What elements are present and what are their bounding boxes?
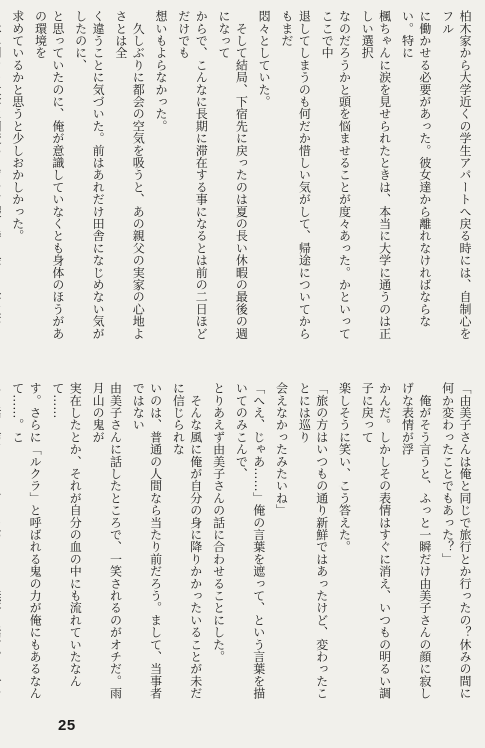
text-line: 想いもよらなかった。	[154, 10, 169, 132]
text-line: そして結局、下宿先に戻ったのは夏の長い休暇の最後の週になって	[216, 10, 249, 340]
text-line: いのは、普通の人間なら当たり前だろう。まして、当事者ではない	[131, 382, 163, 700]
text-line: 退してしまうのも何だか惜しい気がして、帰途についてからもまだ	[279, 10, 312, 340]
text-line: 柏木家から大学近くの学生アパートへ戻る時には、自制心をフル	[440, 10, 472, 340]
page-number: 25	[58, 717, 76, 734]
text-line: とりあえず由美子さんの話に合わせることにした。	[211, 382, 226, 663]
text-line: 久しぶりに都会の空気を吸うと、あの親父の実家の心地よさとは全	[113, 10, 146, 340]
text-line: 求めているかと思うと少しおかしかった。	[10, 10, 25, 242]
text-line: に働かせる必要があった。彼女達から離れなければならない。特に	[400, 10, 432, 328]
text-line: 楓ちゃんに涙を見せられたときは、本当に大学に通うのは正しい選択	[360, 10, 392, 340]
text-line: なのだろうかと頭を悩ませることが度々あった。かといってここで中	[320, 10, 352, 340]
text-line: 「旅の方はいつもの通り新鮮ではあったけど、変わったことには巡り	[297, 382, 329, 700]
text-line: そんな風に俺が自分の身に降りかかったいることが未だに信じられな	[171, 382, 203, 700]
text-line: 「へえ、じゃあ……」俺の言葉を遮って、という言葉を描いてのみこんで、	[234, 382, 266, 700]
upper-text-block	[10, 10, 473, 345]
text-line: 会えなかったみたいね」	[274, 382, 289, 517]
lower-text-block	[10, 382, 473, 702]
text-line: かんだ。しかしその表情はすぐに消え、いつもの明るい調子に戻って	[360, 382, 392, 700]
text-line: からで、こんなに長期に滞在する事になるとは前の二日ほどだけでも	[176, 10, 209, 340]
text-line: 実在したとか、それが自分の血の中にも流れていたなんて……	[50, 382, 83, 687]
text-line: す。さらに「ルクラ」と呼ばれる鬼の力が俺にもあるなんて……。こ	[10, 382, 43, 700]
text-line: 悶々としていた。	[257, 10, 272, 108]
text-line: 楽しそうに笑い、こう答えた。	[337, 382, 352, 553]
text-line: く違うことに気づいた。前はあれだけ田舎になじめない気がしたのに、	[73, 10, 106, 340]
text-line: 「由美子さんは俺と同じで旅行とか行ったの？休みの間に何か変わったことでもあった？」	[440, 382, 472, 700]
text-line: と思っていたのに、俺が意識していなくとも身体のほうがあの環境を	[33, 10, 65, 340]
text-line	[0, 10, 3, 345]
text-line	[0, 382, 3, 702]
text-line: 由美子さんに話したところで、一笑されるのがオチだ。雨月山の鬼が	[91, 382, 123, 700]
text-line: 俺がそう言うと、ふっと一瞬だけ由美子さんの顔に寂しげな表情が浮	[400, 382, 432, 700]
